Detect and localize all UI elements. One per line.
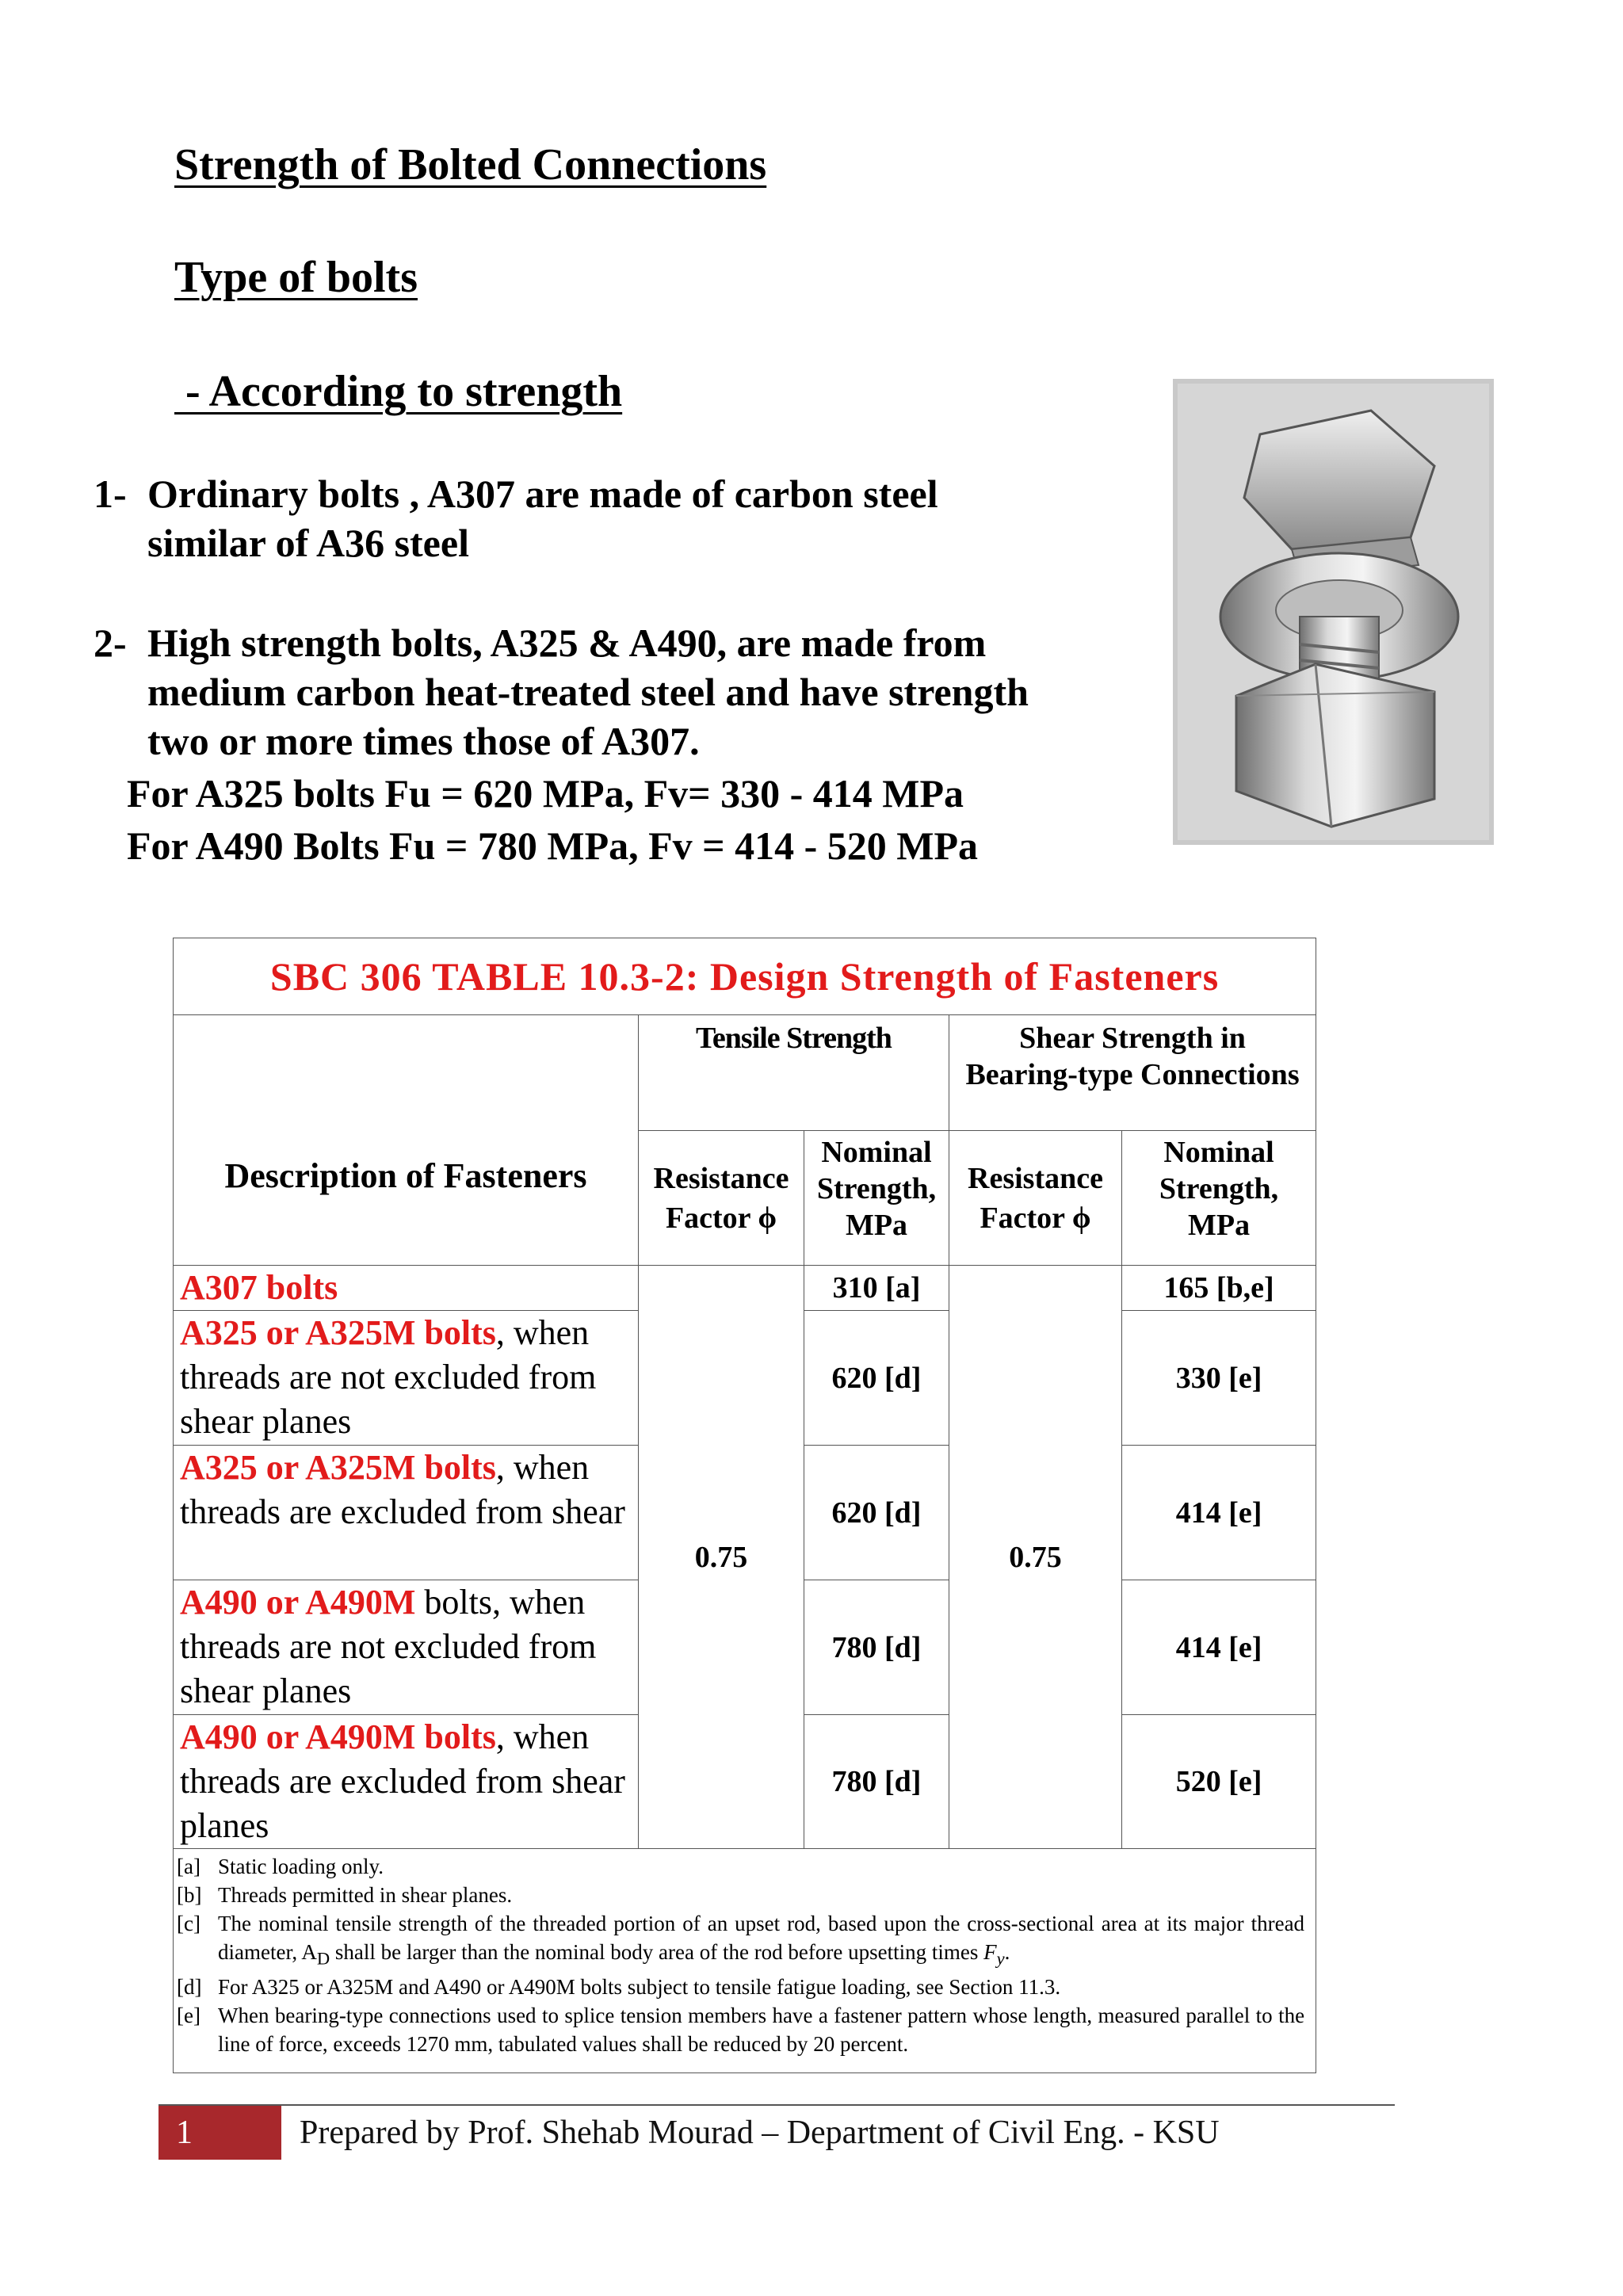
note-tag: [b] (177, 1883, 202, 1907)
table-row (174, 1266, 1316, 1311)
note-variable: F (983, 1940, 997, 1964)
note-tag: [d] (177, 1975, 202, 2000)
tensile-nominal-strength: 310 [a] (804, 1266, 949, 1311)
header-line: Strength, (1159, 1172, 1279, 1205)
tensile-nominal-strength: 620 [d] (804, 1311, 949, 1446)
fastener-condition: , when threads are excluded from shear (180, 1448, 625, 1531)
page-title: Strength of Bolted Connections (174, 140, 767, 189)
a325-strength-line: For A325 bolts Fu = 620 MPa, Fv= 330 - 414 MPa (127, 771, 964, 816)
tensile-nominal-strength: 620 [d] (804, 1446, 949, 1580)
note-d (177, 1973, 1304, 2001)
description-header-text: Description of Fasteners (224, 1156, 587, 1195)
shear-nominal-strength: 330 [e] (1122, 1311, 1316, 1446)
fastener-description (174, 1446, 639, 1580)
shear-resistance-factor-header (949, 1131, 1122, 1266)
fastener-name: A490 or A490M (180, 1583, 416, 1622)
note-b (177, 1881, 1304, 1909)
subheading-according-to-strength: - According to strength (174, 367, 623, 416)
note-tag: [a] (177, 1855, 200, 1878)
shear-nominal-strength: 520 [e] (1122, 1715, 1316, 1849)
tensile-resistance-factor-header (639, 1131, 804, 1266)
fastener-condition: , when threads are excluded from shear planes (180, 1717, 625, 1845)
fastener-description (174, 1311, 639, 1446)
header-line: Resistance (653, 1161, 789, 1195)
note-text: Static loading only. (218, 1855, 384, 1878)
fastener-name: A490 or A490M bolts (180, 1717, 496, 1756)
tensile-resistance-factor: 0.75 (639, 1266, 804, 1849)
description-header (174, 1015, 639, 1266)
fastener-name: A307 bolts (180, 1268, 338, 1307)
note-tag: [c] (177, 1912, 200, 1935)
tensile-nominal-strength-header (804, 1131, 949, 1266)
page-number: 1 (158, 2106, 281, 2160)
note-text: For A325 or A325M and A490 or A490M bolts subject to tensile fatigue loading, see Section 11.3. (218, 1975, 1061, 2000)
list-item-2-continued: medium carbon heat-treated steel and have strength (147, 670, 1029, 714)
shear-strength-header (949, 1015, 1316, 1131)
note-text: When bearing-type connections used to splice tension members have a fastener pattern whose length, measured parallel to the line of force, exceeds 1270 mm, tabulated values shall be reduced by 20 percent. (218, 2004, 1305, 2057)
list-item-2 (94, 618, 986, 667)
shear-header-line-1: Shear Strength in (1019, 1022, 1246, 1055)
tensile-nominal-strength: 780 [d] (804, 1715, 949, 1849)
note-a (177, 1852, 1304, 1881)
table-title: SBC 306 TABLE 10.3-2: Design Strength of Fasteners (174, 938, 1316, 1015)
note-subscript: D (316, 1948, 330, 1969)
note-text: The nominal tensile strength of the threaded portion of an upset rod, based upon the cross-sectional area at its major thread diameter, A (218, 1912, 1305, 1964)
subheading-type-of-bolts: Type of bolts (174, 253, 418, 302)
fastener-description (174, 1715, 639, 1849)
list-item-2-continued: two or more times those of A307. (147, 719, 700, 763)
note-tag: [e] (177, 2004, 200, 2028)
fastener-description (174, 1580, 639, 1715)
fastener-condition: bolts, when threads are not excluded from shear planes (180, 1583, 597, 1710)
fastener-description (174, 1266, 639, 1311)
header-line: Factor ϕ (980, 1201, 1091, 1235)
note-c (177, 1909, 1304, 1973)
header-line: Resistance (968, 1161, 1103, 1195)
list-item-number: 1- (94, 472, 127, 516)
shear-nominal-strength-header (1122, 1131, 1316, 1266)
shear-nominal-strength: 414 [e] (1122, 1446, 1316, 1580)
list-item-1-continued: similar of A36 steel (147, 521, 469, 565)
header-line: Factor ϕ (665, 1201, 777, 1235)
note-subscript: y (996, 1948, 1005, 1969)
header-line: Nominal (821, 1136, 932, 1169)
shear-nominal-strength: 165 [b,e] (1122, 1266, 1316, 1311)
shear-header-line-2: Bearing-type Connections (965, 1058, 1300, 1091)
a490-strength-line: For A490 Bolts Fu = 780 MPa, Fv = 414 - 520 MPa (127, 823, 979, 868)
design-strength-table (173, 938, 1316, 2073)
fastener-name: A325 or A325M bolts (180, 1448, 496, 1487)
bolt-photo (1173, 379, 1494, 845)
header-line: MPa (845, 1209, 908, 1242)
shear-nominal-strength: 414 [e] (1122, 1580, 1316, 1715)
note-text: shall be larger than the nominal body area of the rod before upsetting times (330, 1940, 984, 1964)
list-item-1 (94, 469, 938, 518)
header-line: MPa (1187, 1209, 1251, 1242)
note-text: Threads permitted in shear planes. (218, 1883, 513, 1907)
header-line: Strength, (816, 1172, 937, 1205)
list-item-text: High strength bolts, A325 & A490, are made from (147, 621, 987, 665)
table-notes (174, 1849, 1316, 2073)
tensile-nominal-strength: 780 [d] (804, 1580, 949, 1715)
fastener-condition: , when threads are not excluded from shear planes (180, 1313, 597, 1441)
tensile-strength-header: Tensile Strength (639, 1015, 949, 1131)
footer-text: Prepared by Prof. Shehab Mourad – Department of Civil Eng. - KSU (300, 2115, 1220, 2151)
shear-resistance-factor: 0.75 (949, 1266, 1122, 1849)
fastener-name: A325 or A325M bolts (180, 1313, 496, 1352)
list-item-number: 2- (94, 621, 127, 665)
header-line: Nominal (1163, 1136, 1274, 1169)
note-e (177, 2001, 1304, 2058)
list-item-text: Ordinary bolts , A307 are made of carbon steel (147, 472, 938, 516)
note-text: . (1004, 1940, 1010, 1964)
